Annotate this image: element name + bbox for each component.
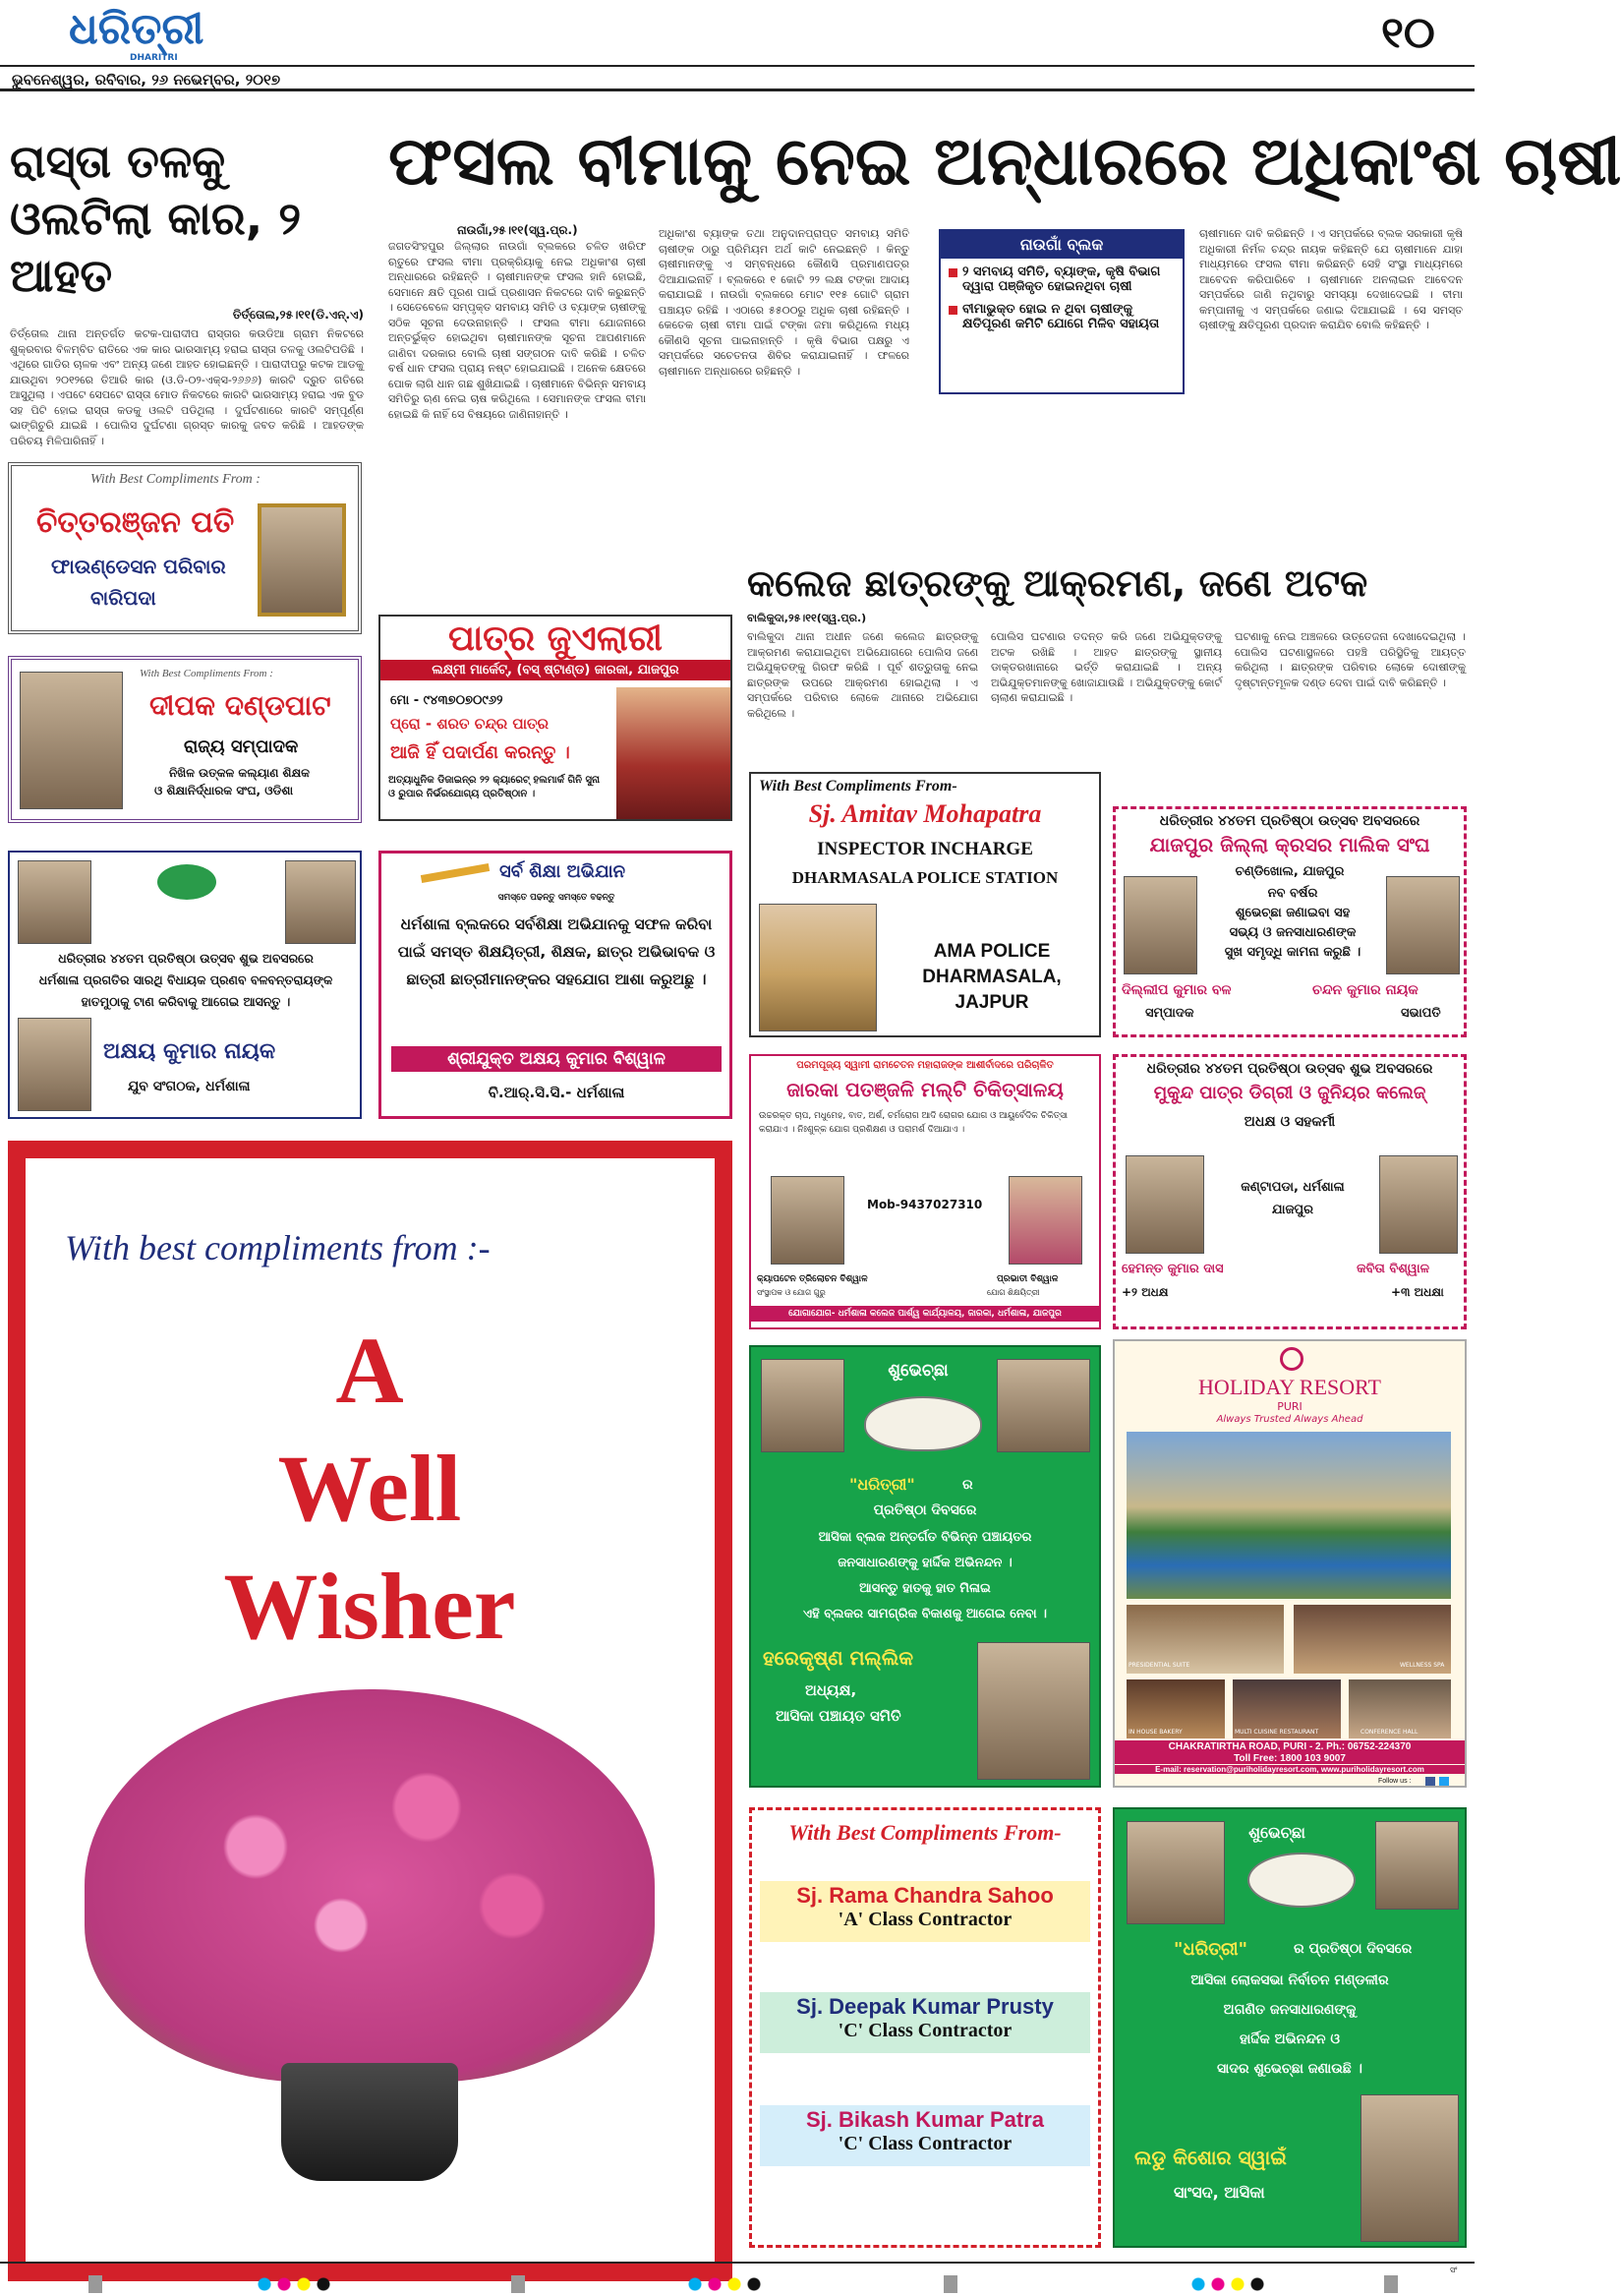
ad-line2: ଆସିକା ବ୍ଲକ ଅନ୍ତର୍ଗତ ବିଭିନ୍ନ ପଞ୍ଚାୟତର — [818, 1530, 1032, 1545]
ad-name: Sj. Amitav Mohapatra — [808, 799, 1042, 828]
ad-holiday-resort — [1113, 1339, 1467, 1788]
resort-tollfree: Toll Free: 1800 103 9007 — [1115, 1753, 1465, 1764]
footer-rule — [0, 2262, 1475, 2264]
conch-icon — [864, 1396, 982, 1451]
ad-line1: ଧରିତ୍ରୀର ୪୪ତମ ପ୍ରତିଷ୍ଠା ଉତ୍ସବ ଅବସରରେ — [1159, 813, 1420, 829]
ad-contractors — [749, 1807, 1101, 2248]
contractor-name: Sj. Rama Chandra Sahoo — [796, 1883, 1054, 1908]
ad-top-text: With best compliments from :- — [65, 1228, 491, 1267]
bullet-icon — [949, 306, 957, 315]
grey-swatch — [1384, 2275, 1398, 2293]
pencil-icon — [421, 863, 490, 883]
resort-caption: PRESIDENTIAL SUITE — [1129, 1662, 1190, 1669]
ad-chittaranjan — [8, 462, 362, 634]
resort-logo-icon[interactable] — [1280, 1347, 1303, 1371]
resort-caption: WELLNESS SPA — [1400, 1662, 1445, 1669]
ad-description: ଅତ୍ୟାଧୁନିକ ଡିଜାଇନ୍‌ର ୨୨ କ୍ୟାରେଟ୍ ହଲମାର୍କ ଗିନି ସୁନା ଓ ରୁପାର ନିର୍ଭରଯୋଗ୍ୟ ପ୍ରତିଷ୍ଠାନ । — [388, 775, 601, 799]
ad-role: ସାଂସଦ, ଆସିକା — [1174, 2183, 1265, 2202]
ad-line1: ପ୍ରତିଷ୍ଠା ଦିବସରେ — [873, 1502, 977, 1518]
ad-person2-role: ଯୋଗ ଶିକ୍ଷୟିତ୍ରୀ — [987, 1288, 1040, 1297]
story-car-body: ତିର୍ତ୍ତୋଲ ଥାନା ଅନ୍ତର୍ଗତ କଟକ-ପାରାଦୀପ ରାସ୍ତାର କଉଡିଆ ଗ୍ରାମ ନିକଟରେ ଶୁକ୍ରବାର ବିଳମ୍ବିତ ରାତିରେ ଏକ କାର ଭାରସାମ୍ୟ ହରାଇ ରାସ୍ତା ତଳକୁ ଓଲଟିପଡିଛି । ଏଥିରେ ଗାଡିର ଚାଳକ ଏବଂ ଅନ୍ୟ ଜଣେ ଆହତ ହୋଇଛନ୍ତି । ପାରାଦୀପରୁ କଟକ ଆଡକୁ ଯାଉଥିବା ୨୦୧୨ରେ ତିଆରି କାର (ଓ.ଡି-୦୨-ଏକ୍ସ-୨୬୬୬) କାରଟି ଦ୍ରୁତ ଗତିରେ ଆସୁଥିଲା । ଏପଟେ ସେପଟେ ରାସ୍ତା ମୋଡ ନିକଟରେ କାରଟି ଭାରସାମ୍ୟ ହରାଇ ଏକ ବୁଡ ସହ ପିଟି ହୋଇ ରାସ୍ତା କଡକୁ ଓଲଟି ପଡିଥିଲା । ଦୁର୍ଘଟଣାରେ କାରଟି ସମ୍ପୂର୍ଣ୍ଣ ଭାଙ୍ଗିଚୁରି ଯାଇଛି । ପୋଲିସ ଦୁର୍ଘଟଣା ଗ୍ରସ୍ତ କାରକୁ ଜବତ କରିଛି । ଆହତଙ୍କ ପରିଚୟ ମିଳିପାରିନାହିଁ । — [10, 327, 364, 447]
logo-subtitle: DHARITRI — [130, 53, 178, 63]
story-car-headline: ରାସ୍ତା ତଳକୁ ଓଲଟିଲା କାର, ୨ ଆହତ — [10, 135, 302, 302]
resort-caption: CONFERENCE HALL — [1360, 1729, 1418, 1736]
ad-college — [1113, 1054, 1467, 1329]
resort-city: PURI — [1277, 1400, 1303, 1413]
ad-top-text: With Best Compliments From- — [759, 778, 957, 795]
ad-wellwisher — [8, 1141, 732, 2281]
portrait-photo — [1375, 1821, 1459, 1910]
contractor-1 — [760, 1881, 1090, 1942]
ad-paper-name: "ଧରିତ୍ରୀ" — [1174, 1939, 1247, 1960]
ad-line3: ଅଗଣିତ ଜନସାଧାରଣଙ୍କୁ — [1223, 2002, 1357, 2018]
ad-body: ଧର୍ମଶାଳା ବ୍ଲକରେ ସର୍ବଶିକ୍ଷା ଅଭିଯାନକୁ ସଫଳ କରିବା ପାଇଁ ସମସ୍ତ ଶିକ୍ଷୟିତ୍ରୀ, ଶିକ୍ଷକ, ଛାତ୍ର ଅଭିଭାବକ ଓ ଛାତ୍ରୀ ଛାତ୍ରୀମାନଙ୍କର ସହଯୋଗ ଆଶା କରୁଅଛୁ । — [397, 915, 716, 988]
ad-person2-name: ଚନ୍ଦନ କୁମାର ନାୟକ — [1312, 982, 1418, 998]
ad-line1: ଧରିତ୍ରୀର ୪୪ତମ ପ୍ରତିଷ୍ଠା ଉତ୍ସବ ଶୁଭ ଅବସରରେ — [1146, 1061, 1433, 1077]
story-attack-col1: ବାଲିକୁଦା ଥାନା ଅଧୀନ ଜଣେ କଲେଜ ଛାତ୍ରଙ୍କୁ ଆକ୍ରମଣ କରାଯାଇଥିବା ଅଭିଯୋଗରେ ପୋଲିସ ଜଣେ ଅଭିଯୁକ୍ତଙ୍କୁ ଗିରଫ କରିଛି । ପୂର୍ବ ଶତ୍ରୁତାକୁ ନେଇ ଛାତ୍ରଙ୍କ ଉପରେ ଆକ୍ରମଣ ହୋଇଥିଲା । ଏ ସମ୍ପର୍କରେ ପରିବାର ଲୋକେ ଥାନାରେ ଅଭିଯୋଗ କରିଥିଲେ । — [747, 630, 978, 720]
facebook-icon[interactable] — [1425, 1777, 1435, 1786]
resort-name[interactable]: HOLIDAY RESORT — [1198, 1375, 1381, 1399]
ad-msg: ସୁଖ ସମୃଦ୍ଧି କାମନା କରୁଛି । — [1224, 945, 1361, 960]
ad-org-line2: ଓ ଶିକ୍ଷାନିର୍ଦ୍ଧାରକ ସଂଘ, ଓଡିଶା — [154, 784, 294, 797]
twitter-icon[interactable] — [1439, 1777, 1449, 1786]
contractor-3 — [760, 2105, 1090, 2166]
grey-swatch — [511, 2275, 525, 2293]
portrait-photo — [1127, 1821, 1225, 1924]
ad-role: ଯୁବ ସଂଗଠକ, ଧର୍ମଶାଳା — [128, 1079, 251, 1094]
portrait-photo — [1009, 1176, 1082, 1265]
page-number: ୧୦ — [1381, 8, 1435, 58]
footer-code: ସଂ — [1450, 2266, 1458, 2274]
story-insurance-headline: ଫସଲ ବୀମାକୁ ନେଇ ଅନ୍ଧାରରେ ଅଧିକାଂଶ ଚାଷୀ — [388, 123, 1621, 201]
logo-text: ଧରିତ୍ରୀ — [69, 4, 204, 54]
ad-role: ବି.ଆର୍.ସି.ସି.- ଧର୍ମଶାଳା — [488, 1084, 625, 1101]
portrait-photo — [977, 1642, 1090, 1780]
grey-swatch — [88, 2275, 102, 2293]
ad-name: ଶ୍ରୀଯୁକ୍ତ ଅକ୍ଷୟ କୁମାର ବିଶ୍ୱାଳ — [391, 1046, 722, 1072]
story-insurance-col1: ଜଗତସିଂହପୁର ଜିଲ୍ଲାର ନାଉଗାଁ ବ୍ଲକରେ ଚଳିତ ଖରିଫ ଋତୁରେ ଫସଲ ବୀମା ପ୍ରକ୍ରିୟାକୁ ନେଇ ଅଧିକାଂଶ ଚାଷୀ ଅନ୍ଧାରରେ ରହିଛନ୍ତି । ଚାଷୀମାନଙ୍କ ଫସଲ ହାନି ହୋଇଛି, ସେମାନେ କ୍ଷତି ପୂରଣ ପାଇଁ ପ୍ରଶାସନ ନିକଟରେ ଦାବି କରୁଛନ୍ତି । ସେତେବେଳେ ସମ୍ପୃକ୍ତ ସମବାୟ ସମିତି ଓ ବ୍ୟାଙ୍କ ଚାଷୀଙ୍କୁ ସଠିକ ସୂଚନା ଦେଉନାହାନ୍ତି । ଫସଲ ବୀମା ଯୋଜନାରେ ଅନ୍ତର୍ଭୁକ୍ତ ହୋଇଥିବା ଚାଷୀମାନଙ୍କ ସୂଚନା ଆପଣମାନେ ଜାଣିବା ଦରକାର ବୋଲି ଚାଷୀ ସଙ୍ଗଠନ ଦାବି କରିଛି । ଚଳିତ ବର୍ଷ ଧାନ ଫସଲ ପ୍ରାୟ ନଷ୍ଟ ହୋଇଯାଇଛି । ଅନେକ କ୍ଷେତରେ ପୋକ ଲାଗି ଧାନ ଗଛ ଶୁଖିଯାଇଛି । ଚାଷୀମାନେ ବିଭିନ୍ନ ସମବାୟ ସମିତିରୁ ଋଣ ନେଇ ଚାଷ କରିଥିଲେ । ସେମାନଙ୍କ ଫସଲ ବୀମା ହୋଇଛି କି ନାହିଁ ସେ ବିଷୟରେ ଜାଣିନାହାନ୍ତି । — [388, 240, 646, 421]
ad-name: ପାତ୍ର ଜୁଏଲାରୀ — [448, 618, 663, 659]
ad-top-text: With Best Compliments From : — [90, 472, 261, 487]
ad-mobile: Mob-9437027310 — [867, 1198, 983, 1211]
flower-bouquet-image — [85, 1689, 655, 2083]
contractor-name: Sj. Bikash Kumar Patra — [805, 2107, 1045, 2132]
ad-line3: ହାତମୁଠାକୁ ଟାଣ କରିବାକୁ ଆଗେଇ ଆସନ୍ତୁ । — [81, 994, 291, 1009]
ad-role: ଅଧ୍ୟକ୍ଷ, — [805, 1681, 857, 1699]
ad-proprietor: ପ୍ରୋ - ଶରତ ଚନ୍ଦ୍ର ପାତ୍ର — [390, 715, 550, 733]
ad-person1-role: ସଂସ୍ଥାପକ ଓ ଯୋଗ ଗୁରୁ — [757, 1288, 826, 1297]
info-box-title: ନାଉଗାଁ ବ୍ଲକ — [941, 231, 1183, 259]
portrait-photo — [1386, 876, 1460, 974]
resort-tagline: Always Trusted Always Ahead — [1216, 1414, 1363, 1425]
ad-place-line1: କଣ୍ଟାପଡା, ଧର୍ମଶାଳା — [1241, 1180, 1345, 1195]
ad-name: ଜାରକା ପତଞ୍ଜଳି ମଲ୍ଟି ଚିକିତ୍ସାଳୟ — [786, 1078, 1064, 1101]
ad-msg: ଶୁଭେଚ୍ଛା ଜଣାଇବା ସହ — [1235, 906, 1351, 920]
ad-name: ହରେକୃଷ୍ଣ ମଲ୍ଲିକ — [763, 1646, 914, 1670]
portrait-photo — [18, 860, 91, 944]
party-logo-icon — [157, 864, 216, 900]
ad-person2-role: +୩ ଅଧକ୍ଷା — [1391, 1285, 1444, 1299]
ad-person1-role: ସମ୍ପାଦକ — [1145, 1006, 1194, 1021]
portrait-photo — [1360, 2094, 1459, 2242]
ad-staff: ଅଧକ୍ଷ ଓ ସହକର୍ମୀ — [1244, 1114, 1336, 1130]
story-insurance-col3: ଚାଷୀମାନେ ଦାବି କରିଛନ୍ତି । ଏ ସମ୍ପର୍କରେ ବ୍ଲକ ସରକାରୀ କୃଷି ଅଧିକାରୀ ନିର୍ମଳ ଚନ୍ଦ୍ର ନାୟକ କହିଛନ୍ତି ଯେ ଚାଷୀମାନେ ଯାହା ମାଧ୍ୟମରେ ଫସଲ ବୀମା କରିଛନ୍ତି ସେହି ସଂସ୍ଥା ମାଧ୍ୟମରେ ଆବେଦନ କରିପାରିବେ । ଚାଷୀମାନେ ଅନଲାଇନ ଆବେଦନ ସମ୍ପର୍କରେ ଜାଣି ନଥିବାରୁ ସମସ୍ୟା ଦେଖାଦେଇଛି । ବୀମା କମ୍ପାନୀକୁ ଏ ସମ୍ପର୍କରେ ଜଣାଇ ଦିଆଯାଇଛି । ସେ ସମସ୍ତ ଚାଷୀଙ୍କୁ କ୍ଷତିପୂରଣ ପ୍ରଦାନ କରାଯିବ ବୋଲି କହିଛନ୍ତି । — [1199, 227, 1463, 331]
ad-dipak — [8, 656, 362, 823]
ad-role: ରାଜ୍ୟ ସମ୍ପାଦକ — [184, 736, 299, 757]
ad-line2: ଧର୍ମଶାଳା ପ୍ରଗତିର ସାରଥି ବିଧାୟକ ପ୍ରଣବ ବଳବନ୍ତରାୟଙ୍କ — [38, 972, 333, 987]
contractor-class: 'A' Class Contractor — [838, 1909, 1013, 1930]
resort-address: CHAKRATIRTHA ROAD, PURI - 2. Ph.: 06752-224370 — [1115, 1740, 1465, 1753]
ad-name: ଲଡୁ କିଶୋର ସ୍ୱାଇଁ — [1134, 2146, 1287, 2169]
ad-place: ବାରିପଦା — [90, 586, 156, 610]
flower-pot-image — [281, 2063, 458, 2181]
ad-line-wisher: Wisher — [223, 1554, 516, 1659]
ad-title: ମୁକୁନ୍ଦ ପାତ୍ର ଡିଗ୍ରୀ ଓ ଜୁନିୟର କଲେଜ୍ — [1153, 1083, 1426, 1103]
ad-paper-suffix: ର — [962, 1477, 973, 1493]
ad-line4: ଆସନ୍ତୁ ହାତକୁ ହାତ ମିଳାଇ — [859, 1581, 991, 1596]
ad-subtitle: ଫାଉଣ୍ଡେସନ ପରିବାର — [51, 555, 226, 578]
story-insurance — [388, 113, 1621, 624]
conch-icon — [1247, 1853, 1356, 1908]
color-registration-marks — [688, 2277, 767, 2291]
ad-place: ଚଣ୍ଡିଖୋଲ, ଯାଜପୁର — [1235, 864, 1345, 879]
model-photo — [616, 687, 730, 819]
ad-hospital — [749, 1054, 1101, 1329]
ad-line3: ଜନସାଧାରଣଙ୍କୁ ହାର୍ଦ୍ଦିକ ଅଭିନନ୍ଦନ । — [838, 1556, 1013, 1570]
info-box-item: ବୀମାଭୁକ୍ତ ହୋଇ ନ ଥିବା ଚାଷୀଙ୍କୁ କ୍ଷତିପୂରଣ କମିଟି ଯୋଗେ ମିଳିବ ସହାୟତା — [941, 296, 1183, 333]
story-attack-col2: ପୋଲିସ ଘଟଣାର ତଦନ୍ତ କରି ଜଣେ ଅଭିଯୁକ୍ତଙ୍କୁ ଅଟକ ରଖିଛି । ଆହତ ଛାତ୍ରଙ୍କୁ ସ୍ଥାନୀୟ ଡାକ୍ତରଖାନାରେ ଭର୍ତ୍ତି କରାଯାଇଛି । ଅନ୍ୟ ଅଭିଯୁକ୍ତମାନଙ୍କୁ ଖୋଜାଯାଉଛି । ଅଭିଯୁକ୍ତଙ୍କୁ କୋର୍ଟ ଚାଲାଣ କରାଯାଇଛି । — [991, 630, 1222, 704]
ad-role-line2: DHARMASALA POLICE STATION — [791, 868, 1059, 887]
contractor-class: 'C' Class Contractor — [838, 2133, 1013, 2154]
contractor-class: 'C' Class Contractor — [838, 2020, 1013, 2041]
ad-motto: ସମସ୍ତେ ପଢନ୍ତୁ ସମସ୍ତେ ବଢନ୍ତୁ — [497, 893, 615, 903]
contractor-name: Sj. Deepak Kumar Prusty — [796, 1994, 1054, 2019]
portrait-photo — [759, 904, 877, 1031]
info-box-item: ୨ ସମବାୟ ସମିତି, ବ୍ୟାଙ୍କ, କୃଷି ବିଭାଗ ଦ୍ୱାରା ପଞ୍ଜିକୃତ ହୋଇନଥିବା ଚାଷୀ — [941, 259, 1183, 296]
ad-badge-line1: AMA POLICE — [933, 941, 1051, 962]
ad-police — [749, 772, 1101, 1037]
ad-name: ଦୀପକ ଦଣ୍ଡପାଟ — [149, 689, 331, 722]
ad-person2-role: ସଭାପତି — [1401, 1006, 1441, 1021]
story-attack — [747, 559, 1470, 780]
ad-line1: ର ପ୍ରତିଷ୍ଠା ଦିବସରେ — [1294, 1941, 1413, 1957]
resort-caption: MULTI CUISINE RESTAURANT — [1235, 1729, 1319, 1736]
resort-caption: IN HOUSE BAKERY — [1129, 1729, 1183, 1736]
ad-title: ଯାଜପୁର ଜିଲ୍ଲା କ୍ରସର ମାଲିକ ସଂଘ — [1149, 833, 1430, 856]
ad-top-text: With Best Compliments From- — [788, 1820, 1062, 1845]
ad-role-line1: INSPECTOR INCHARGE — [817, 839, 1033, 859]
ad-line2: ଆସିକା ଲୋକସଭା ନିର୍ବାଚନ ମଣ୍ଡଳୀର — [1190, 1972, 1389, 1988]
ad-msg: ସଭ୍ୟ ଓ ଜନସାଧାରଣଙ୍କ — [1229, 925, 1357, 940]
resort-web[interactable]: E-mail: reservation@puriholidayresort.com, www.puriholidayresort.com — [1115, 1765, 1465, 1774]
portrait-photo — [771, 1176, 844, 1265]
ad-tagline: ଆଜି ହିଁ ପଦାର୍ପଣ କରନ୍ତୁ । — [390, 742, 570, 763]
story-attack-col3: ଘଟଣାକୁ ନେଇ ଅଞ୍ଚଳରେ ଉତ୍ତେଜନା ଦେଖାଦେଇଥିଲା । ପୋଲିସ ଘଟଣାସ୍ଥଳରେ ପହଞ୍ଚି ପରିସ୍ଥିତିକୁ ଆୟତ୍ତ କରିଥିଲା । ଛାତ୍ରଙ୍କ ପରିବାର ଲୋକେ ଦୋଷୀଙ୍କୁ ଦୃଷ୍ଟାନ୍ତମୂଳକ ଦଣ୍ଡ ଦେବା ପାଇଁ ଦାବି କରିଛନ୍ତି । — [1235, 630, 1466, 689]
resort-follow: Follow us : — [1378, 1778, 1412, 1785]
ad-jewellery — [378, 615, 732, 821]
ad-footer: ଯୋଗାଯୋଗ- ଧର୍ମଶାଳା କଲେଜ ପାର୍ଶ୍ୱ କାର୍ଯ୍ୟାଳୟ, ଜାରକା, ଧର୍ମଶାଳା, ଯାଜପୁର — [751, 1306, 1099, 1322]
story-insurance-dateline: ନାଉଗାଁ,୨୫।୧୧(ସ୍ୱ.ପ୍ର.) — [457, 223, 578, 237]
footer — [0, 2262, 1475, 2296]
info-box — [939, 229, 1185, 394]
story-car — [10, 133, 364, 447]
ad-badge-line3: JAJPUR — [955, 992, 1029, 1013]
ad-line-a: A — [335, 1318, 404, 1423]
story-attack-headline: କଲେଜ ଛାତ୍ରଙ୍କୁ ଆକ୍ରମଣ, ଜଣେ ଅଟକ — [747, 561, 1368, 605]
portrait-photo — [1124, 876, 1197, 974]
ad-person2-name: କବିତା ବିଶ୍ୱାଳ — [1357, 1262, 1430, 1276]
ad-org-line1: ନିଖିଳ ଉତ୍କଳ କଲ୍ୟାଣ ଶିକ୍ଷକ — [169, 766, 311, 780]
ad-green-2 — [1113, 1807, 1467, 2248]
story-attack-dateline: ବାଲିକୁଦା,୨୫।୧୧(ସ୍ୱ.ପ୍ର.) — [747, 612, 867, 624]
ad-org: ଆସିକା ପଞ୍ଚାୟତ ସମିତି — [776, 1707, 901, 1725]
ad-name: ଅକ୍ଷୟ କୁମାର ନାୟକ — [103, 1039, 276, 1064]
portrait-photo — [1126, 1155, 1204, 1254]
masthead-rule-2 — [0, 88, 1475, 91]
ad-greeting: ଶୁଭେଚ୍ଛା — [1248, 1823, 1305, 1842]
ad-line4: ହାର୍ଦ୍ଦିକ ଅଭିନନ୍ଦନ ଓ — [1239, 2031, 1341, 2047]
resort-hero-image — [1127, 1432, 1451, 1599]
story-car-dateline: ତିର୍ତ୍ତୋଲ,୨୫।୧୧(ଡି.ଏନ୍.ଏ) — [232, 308, 364, 322]
ad-akshaya — [8, 851, 362, 1119]
ad-person1-name: ହେମନ୍ତ କୁମାର ଦାସ — [1122, 1262, 1224, 1276]
ad-shiksha — [378, 851, 732, 1119]
ad-title: ସର୍ବ ଶିକ୍ଷା ଅଭିଯାନ — [499, 861, 626, 882]
contractor-2 — [760, 1992, 1090, 2053]
portrait-photo — [1379, 1155, 1458, 1254]
ad-paper-name: "ଧରିତ୍ରୀ" — [849, 1475, 915, 1494]
ad-person1-name: ଦିଲ୍ଲୀପ କୁମାର ବଳ — [1122, 982, 1232, 998]
ad-union — [1113, 806, 1467, 1037]
color-registration-marks — [1191, 2277, 1270, 2291]
masthead-logo[interactable] — [69, 4, 256, 63]
portrait-photo — [258, 503, 346, 617]
portrait-photo — [18, 1018, 91, 1111]
portrait-photo — [285, 860, 356, 944]
grey-swatch — [944, 2275, 957, 2293]
ad-description: ଉଚ୍ଚରକ୍ତ ଚାପ, ମଧୁମେହ, ବାତ, ଅର୍ଶ, ଚର୍ମରୋଗ ଆଦି ରୋଗର ଯୋଗ ଓ ଆୟୁର୍ବେଦିକ ଚିକିତ୍ସା କରାଯାଏ । ନିଃଶୁଳ୍କ ଯୋଗ ପ୍ରଶିକ୍ଷଣ ଓ ପରାମର୍ଶ ଦିଆଯାଏ । — [759, 1111, 1069, 1135]
ad-person1-role: +୨ ଅଧକ୍ଷ — [1122, 1285, 1169, 1299]
ad-greeting: ଶୁଭେଚ୍ଛା — [888, 1361, 949, 1381]
ad-address: ଲକ୍ଷ୍ମୀ ମାର୍କେଟ୍, (ବସ୍ ଷ୍ଟାଣ୍ଡ) ଜାରକା, ଯାଜପୁର — [380, 660, 730, 680]
dateline: ଭୁବନେଶ୍ୱର, ରବିବାର, ୨୬ ନଭେମ୍ବର, ୨୦୧୭ — [12, 71, 281, 88]
ad-top-text: With Best Compliments From : — [140, 668, 273, 679]
ad-top-text: ପରମପୂଜ୍ୟ ସ୍ୱାମୀ ରାମଚେତନ ମହାରାଜଙ୍କ ଆଶୀର୍ବାଦରେ ପରିଚାଳିତ — [796, 1060, 1054, 1071]
masthead — [0, 0, 1475, 90]
color-registration-marks — [258, 2277, 336, 2291]
story-insurance-col2: ଅଧିକାଂଶ ବ୍ୟାଙ୍କ ତଥା ଅନୁଦାନପ୍ରାପ୍ତ ସମବାୟ ସମିତି ଚାଷୀଙ୍କ ଠାରୁ ପ୍ରିମିୟମ ଅର୍ଥ କାଟି ନେଇଛନ୍ତି । କିନ୍ତୁ ଚାଷୀମାନଙ୍କୁ ଏ ସମ୍ବନ୍ଧରେ କୌଣସି ପ୍ରମାଣପତ୍ର ଦିଆଯାଇନାହିଁ । ବ୍ଲକରେ ୧ କୋଟି ୨୨ ଲକ୍ଷ ଟଙ୍କା ଆଦାୟ କରାଯାଇଛି । ନାଉଗାଁ ବ୍ଲକରେ ମୋଟ ୧୧୫ ଗୋଟି ଗ୍ରାମ ପଞ୍ଚାୟତ ରହିଛି । ଏଠାରେ ୫୫୦୦ରୁ ଅଧିକ ଚାଷୀ ରହିଛନ୍ତି । କେତେକ ଚାଷୀ ବୀମା ପାଇଁ ଟଙ୍କା ଜମା କରିଥିଲେ ମଧ୍ୟ କୌଣସି ସୂଚନା ପାଇନାହାନ୍ତି । କୃଷି ବିଭାଗ ପକ୍ଷରୁ ଏ ସମ୍ପର୍କରେ ସଚେତନତା ଶିବିର କରାଯାଇନାହିଁ । ଫଳରେ ଚାଷୀମାନେ ଅନ୍ଧାରରେ ରହିଛନ୍ତି । — [659, 227, 909, 378]
ad-person1-name: କ୍ୟାପଟେନ ତ୍ରିଲୋଚନ ବିଶ୍ୱାଳ — [757, 1274, 868, 1284]
ad-person2-name: ପ୍ରଭାତୀ ବିଶ୍ୱାଳ — [997, 1274, 1059, 1284]
ad-msg: ନବ ବର୍ଷର — [1267, 886, 1318, 901]
ad-line5: ଏହି ବ୍ଲକର ସାମଗ୍ରିକ ବିକାଶକୁ ଆଗେଇ ନେବା । — [803, 1607, 1047, 1621]
ad-badge-line2: DHARMASALA, — [922, 967, 1062, 987]
ad-place-line2: ଯାଜପୁର — [1271, 1203, 1314, 1217]
masthead-rule — [0, 65, 1475, 67]
ad-name: ଚିତ୍ତରଞ୍ଜନ ପତି — [36, 505, 235, 540]
ad-line-well: Well — [277, 1436, 462, 1541]
portrait-photo — [20, 672, 123, 809]
ad-green-1 — [749, 1345, 1101, 1788]
portrait-photo — [761, 1359, 844, 1452]
portrait-photo — [997, 1359, 1090, 1452]
bullet-icon — [949, 268, 957, 277]
ad-line1: ଧରିତ୍ରୀର ୪୪ତମ ପ୍ରତିଷ୍ଠା ଉତ୍ସବ ଶୁଭ ଅବସରରେ — [58, 951, 314, 966]
ad-mobile: ମୋ - ୯୪୩୭୦୭୦୯୬୨ — [390, 693, 503, 708]
ad-line5: ସାଦର ଶୁଭେଚ୍ଛା ଜଣାଉଛି । — [1217, 2061, 1362, 2077]
